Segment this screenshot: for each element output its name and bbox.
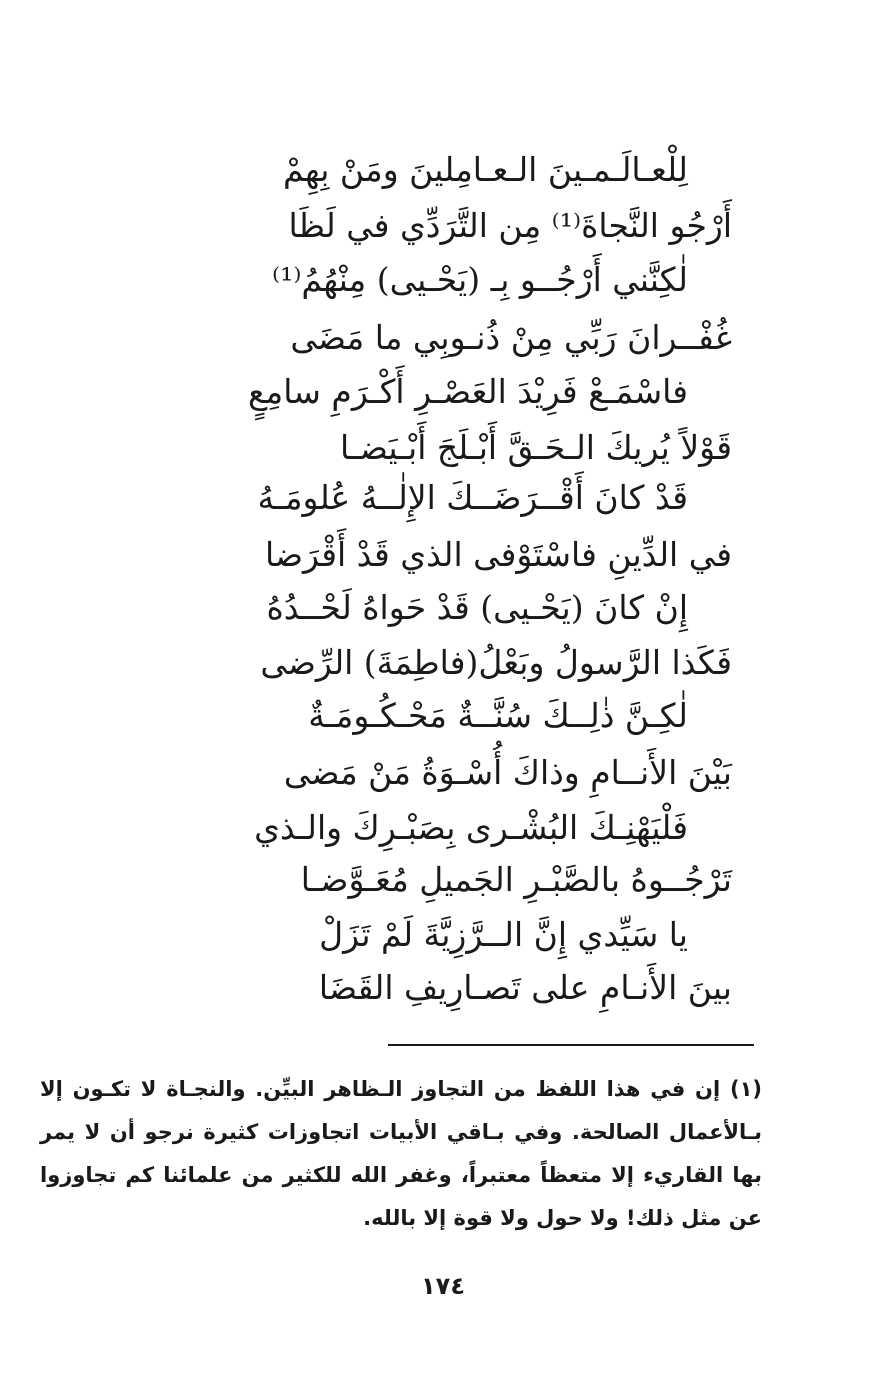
poem-line-15: يا سَيِّدي إِنَّ الــرَّزِيَّةَ لَمْ تَزَلْ [319, 915, 688, 954]
footnote-separator [388, 1044, 754, 1046]
poem-line-2: أَرْجُو النَّجاةَ⁽¹⁾ مِن التَّرَدِّي في لَظَا [288, 206, 732, 245]
poem-line-4: غُفْــرانَ رَبِّي مِنْ ذُنـوبِي ما مَضَى [290, 318, 732, 357]
poem-line-9: إِنْ كانَ (يَحْـيى) قَدْ حَواهُ لَحْــدُهُ [266, 588, 688, 627]
page-number: ١٧٤ [421, 1272, 465, 1300]
poem-line-12: بَيْنَ الأَنــامِ وذاكَ أُسْـوَةُ مَنْ مَضى [283, 753, 732, 792]
poem-line-16: بينَ الأَنـامِ على تَصـارِيفِ القَضَا [318, 968, 732, 1007]
footnote: (١) إن في هذا اللفظ من التجاوز الـظاهر البيِّن. والنجـاة لا تكـون إلا بـالأعمال الصالحة. وفي بـاقي الأبيات اتجاوزات كثيرة نرجو أن لا يمر بها القاريء إلا متعظاً معتبراً، وغفر الله للكثير من علمائنا كم تجاوزوا عن مثل ذلك! ولا حول ولا قوة إلا بالله. [40, 1077, 762, 1230]
poem-line-3: لٰكِنَّني أَرْجُــو بِـ (يَحْـيى) مِنْهُمُ⁽¹⁾ [271, 260, 688, 299]
poem-line-7: قَدْ كانَ أَقْــرَضَــكَ الإِلٰــهُ عُلومَـهُ [257, 478, 688, 517]
poem-line-10: فَكَذا الرَّسولُ وبَعْلُ(فاطِمَةَ) الرِّضى [260, 643, 732, 682]
poem-line-13: فَلْيَهْنِـكَ البُشْـرى بِصَبْـرِكَ والـذي [254, 808, 688, 847]
poem-line-14: تَرْجُــوهُ بالصَّبْـرِ الجَميلِ مُعَـوَّضـا [300, 860, 732, 899]
poem-line-11: لٰكِـنَّ ذٰلِــكَ سُنَّــةٌ مَحْـكُـومَـةٌ [308, 696, 688, 735]
poem-line-1: لِلْعـالَـمـينَ الـعـامِلينَ ومَنْ بِهِمْ [283, 150, 688, 189]
poem-line-8: في الدِّينِ فاسْتَوْفى الذي قَدْ أَقْرَضا [264, 535, 732, 574]
poem-line-6: قَوْلاً يُريكَ الـحَـقَّ أَبْـلَجَ أَبْـيَضـا [340, 428, 732, 467]
poem-line-5: فاسْمَـعْ فَرِيْدَ العَصْـرِ أَكْـرَمِ سامِعٍ [247, 372, 688, 411]
